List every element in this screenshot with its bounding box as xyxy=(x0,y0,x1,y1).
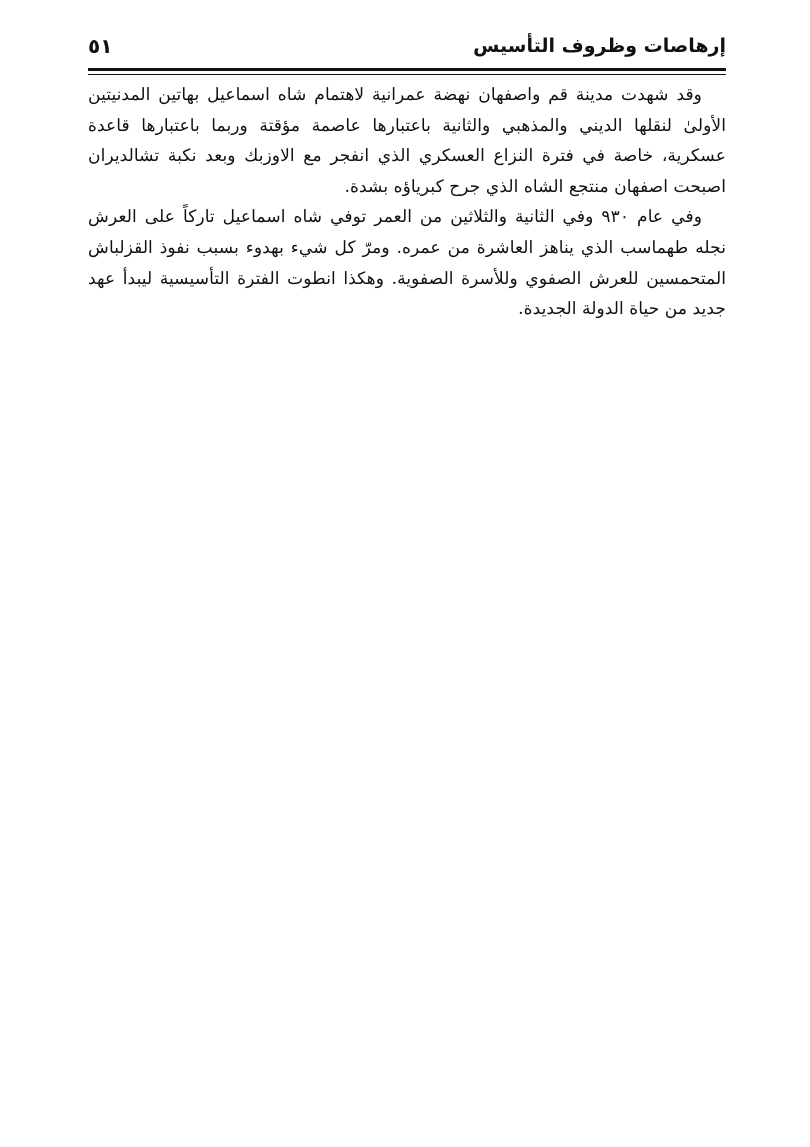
body-text xyxy=(88,80,726,325)
page-header xyxy=(88,30,726,64)
header-rule-thick xyxy=(88,68,726,71)
paragraph-2: وفي عام ٩٣٠ وفي الثانية والثلاثين من العمر توفي شاه اسماعيل تاركاً على العرش نجله طهماسب الذي يناهز العاشرة من عمره. ومرّ كل شيء بهدوء بسبب نفوذ القزلباش المتحمسين للعرش الصفوي وللأسرة الصفوية. وهكذا انطوت الفترة التأسيسية ليبدأ عهد جديد من حياة الدولة الجديدة. xyxy=(88,207,726,320)
header-rule-thin xyxy=(88,74,726,75)
running-title: إرهاصات وظروف التأسيس xyxy=(473,35,726,57)
paragraph-1: وقد شهدت مدينة قم واصفهان نهضة عمرانية لاهتمام شاه اسماعيل بهاتين المدنيتين الأولىٰ لنقلها الديني والمذهبي والثانية باعتبارها عاصمة مؤقتة وربما باعتبارها قاعدة عسكرية، خاصة في فترة النزاع العسكري الذي انفجر مع الاوزبك وبعد نكبة تشالديران اصبحت اصفهان منتجع الشاه الذي جرح كبرياؤه بشدة. xyxy=(88,85,726,197)
page-number: ٥١ xyxy=(88,34,113,58)
